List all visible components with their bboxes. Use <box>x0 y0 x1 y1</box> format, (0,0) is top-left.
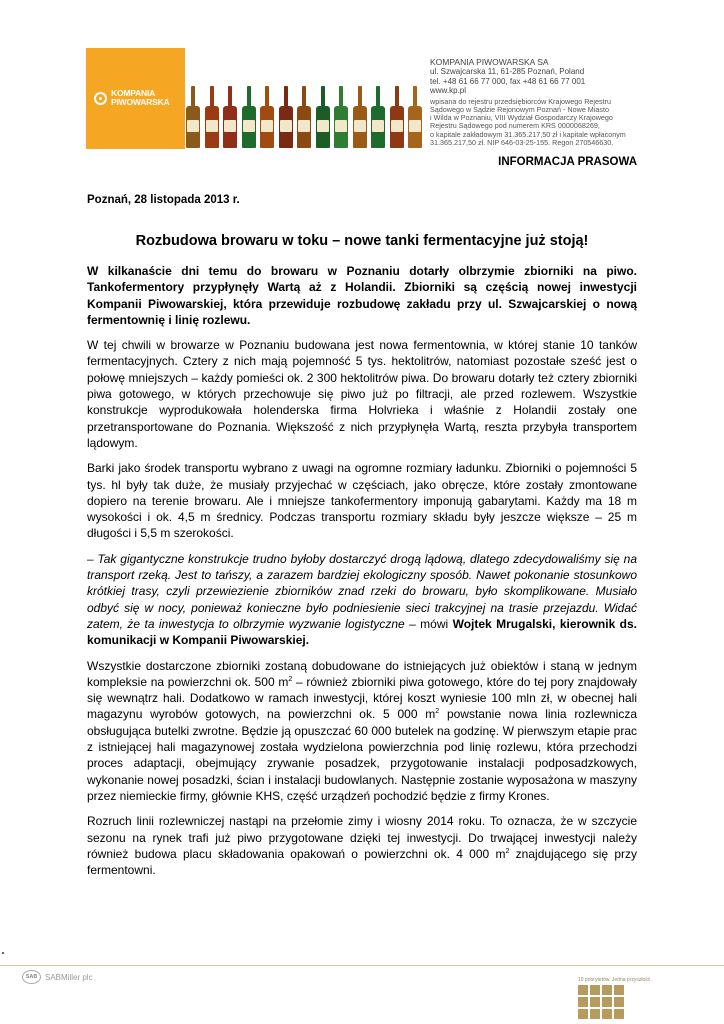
grid-cell <box>578 1009 588 1019</box>
paragraph-text: Wszystkie dostarczone zbiorniki zostaną dobudowane do istniejących już obiektów i staną w jednym kompleksie na powierzchni ok. 500 m <box>87 658 637 689</box>
bottle-8-icon <box>316 86 330 148</box>
superscript: 2 <box>505 847 510 855</box>
footer-divider <box>0 965 724 966</box>
logo-text-line2: PIWOWARSKA <box>111 97 170 107</box>
grid-cell <box>602 997 612 1007</box>
registry-line: wpisana do rejestru przedsiębiorców Krajowego Rejestru <box>430 96 611 106</box>
body-paragraph <box>87 658 637 805</box>
bottle-4-icon <box>242 86 256 148</box>
article-body <box>87 263 637 887</box>
bottle-11-icon <box>371 86 385 148</box>
bottle-13-icon <box>408 86 422 148</box>
bottle-12-icon <box>390 86 404 148</box>
priorities-caption: 10 priorytetów. Jedna przyszłość <box>578 977 651 983</box>
article-title: Rozbudowa browaru w toku – nowe tanki fermentacyjne już stoją! <box>135 233 589 249</box>
logo-content <box>94 89 169 107</box>
company-logo <box>86 48 185 149</box>
registry-line: Rejestru Sądowego pod numerem KRS 0000068269, <box>430 121 600 131</box>
lead-paragraph: W kilkanaście dni temu do browaru w Poznaniu dotarły olbrzymie zbiorniki na piwo. Tankofermentory przypłynęły Wartą aż z Holandii. Zbiorniki są częścią nowej inwestycji Kompanii Piwowarskiej, która przewiduje rozbudowę zakładu przy ul. Szwajcarskiej o nową fermentownię i linię rozlewu. <box>87 264 637 327</box>
dateline: Poznań, 28 listopada 2013 r. <box>87 194 240 206</box>
paragraph-text: Rozruch linii rozlewniczej nastąpi na przełomie zimy i wiosny 2014 roku. To oznacza, że w szczycie sezonu na rynek trafi już piwo przygotowane dzięki tej inwestycji. Do trwającej inwestycji należy również budowa placu składowania opakowań o powierzchni ok. 4 000 m <box>87 814 637 861</box>
priorities-grid-icon <box>578 985 650 1019</box>
company-info <box>430 57 670 147</box>
grid-cell <box>614 1009 624 1019</box>
company-address-line: ul. Szwajcarska 11, 61-285 Poznań, Poland <box>430 67 585 76</box>
quote-paragraph <box>87 551 637 649</box>
body-paragraph: W tej chwili w browarze w Poznaniu budowana jest nowa fermentownia, w której stanie 10 tanków fermentacyjnych. Cztery z nich mają pojemność 5 tys. hektolitrów, natomiast pozostałe sześć jest o połowę mniejszych – każdy pomieści ok. 2 300 hektolitrów piwa. Do browaru dotarły też cztery zbiorniki piwa gotowego, w których przechowuje się piwo już po filtracji, ale przed rozlewem. Wszystkie konstrukcje wyprodukowała holenderska firma Holvrieka i właśnie z Holandii zostały one przetransportowane do Poznania. Większość z nich przypłynęła Wartą, reszta przybyła transportem lądowym. <box>87 338 637 450</box>
grid-cell <box>602 985 612 995</box>
press-release-label: INFORMACJA PRASOWA <box>498 156 637 168</box>
bottle-2-icon <box>205 86 219 148</box>
beer-bottles-banner <box>186 82 422 148</box>
bottle-5-icon <box>260 86 274 148</box>
registry-line: 31.365.217,50 zł. NIP 646-03-25-155. Regon 270546630. <box>430 137 614 147</box>
registry-line: o kapitale zakładowym 31.365.217,50 zł i kapitale wpłaconym <box>430 129 626 139</box>
superscript: 2 <box>288 675 293 683</box>
paragraph-text: znajdującego się przy fermentowni. <box>87 846 637 878</box>
margin-mark <box>2 952 4 954</box>
sabmiller-logo <box>22 970 93 984</box>
grid-cell <box>590 997 600 1007</box>
grid-cell <box>590 1009 600 1019</box>
bottle-3-icon <box>223 86 237 148</box>
logo-emblem-icon <box>94 92 107 105</box>
grid-cell <box>578 997 588 1007</box>
body-paragraph: Barki jako środek transportu wybrano z uwagi na ogromne rozmiary ładunku. Zbiorniki o pojemności 5 tys. hl były tak duże, że musiały przyjechać w częściach, jako obręcze, które zostały zmontowane dopiero na terenie browaru. Ale i mniejsze tankofermentory imponują gabarytami. Każdy ma 18 m wysokości i ok. 4,5 m średnicy. Podczas transportu rozmiary składu były jeszcze większe – 25 m długości i 5,5 m szerokości. <box>87 461 637 541</box>
bottle-10-icon <box>353 86 367 148</box>
quote-text: – Tak gigantyczne konstrukcje trudno byłoby dostarczyć drogą lądową, dlatego zdecydowaliśmy się na transport rzeką. Jest to tańszy, a zarazem bardziej ekologiczny sposób. Nawet pokonanie stosunkowo krótkiej trasy, czyli przewiezienie zbiorników znad rzeki do browaru, było skomplikowane. Musiało odbyć się w nocy, ponieważ konieczne było podniesienie sieci trakcyjnej na trasie przejazdu. Widać zatem, że ta inwestycja to olbrzymie wyzwanie logistyczne <box>87 551 637 631</box>
registry-line: i Wilda w Poznaniu, VIII Wydział Gospodarczy Krajowego <box>430 113 613 123</box>
paragraph-text: powstanie nowa linia rozlewnicza obsługująca butelki zwrotne. Będzie ją opuszczać 60 000 butelek na godzinę. W pierwszym etapie prac z istniejącej hali magazynowej została wydzielona powierzchnia pod linię rozlewu, która przechodzi proces adaptacji, obejmujący zrywanie posadzek, przygotowanie instalacji podposadzkowych, wykonanie nowej posadzki, ścian i instalacji budowlanych. Następnie zostanie wyposażona w maszyny przez niemieckie firmy, głównie KHS, część urządzeń pochodzić będzie z firmy Krones. <box>87 707 638 803</box>
superscript: 2 <box>435 708 440 716</box>
grid-cell <box>614 985 624 995</box>
quote-speaker: Wojtek Mrugalski, kierownik ds. komunikacji w Kompanii Piwowarskiej. <box>87 616 637 648</box>
company-website: www.kp.pl <box>430 86 467 95</box>
grid-cell <box>602 1009 612 1019</box>
sab-badge-icon: SAB <box>22 970 41 984</box>
company-phone-line: tel. +48 61 66 77 000, fax +48 61 66 77 001 <box>430 76 586 86</box>
grid-cell <box>614 997 624 1007</box>
sab-text: SABMiller plc <box>45 972 93 982</box>
registry-line: Sądowego w Sądzie Rejonowym Poznań - Nowe Miasto <box>430 104 609 114</box>
grid-cell <box>578 985 588 995</box>
bottle-7-icon <box>297 86 311 148</box>
body-paragraph <box>87 813 637 878</box>
bottle-6-icon <box>279 86 293 148</box>
bottle-1-icon <box>186 86 200 148</box>
logo-text-line1: KOMPANIA <box>111 88 156 98</box>
grid-cell <box>590 985 600 995</box>
bottle-9-icon <box>334 86 348 148</box>
logo-wordmark <box>111 89 169 107</box>
priorities-logo <box>578 977 650 1019</box>
quote-connector: – mówi <box>404 616 453 631</box>
company-name: KOMPANIA PIWOWARSKA SA <box>430 57 549 67</box>
paragraph-text: – również zbiorniki piwa gotowego, które do tej pory znajdowały się wewnątrz hali. Dodatkowo w ramach inwestycji, której koszt wyniesie 100 mln zł, w obecnej hali magazynu wyrobów gotowych, na powierzchni ok. 5 000 m <box>87 674 637 722</box>
